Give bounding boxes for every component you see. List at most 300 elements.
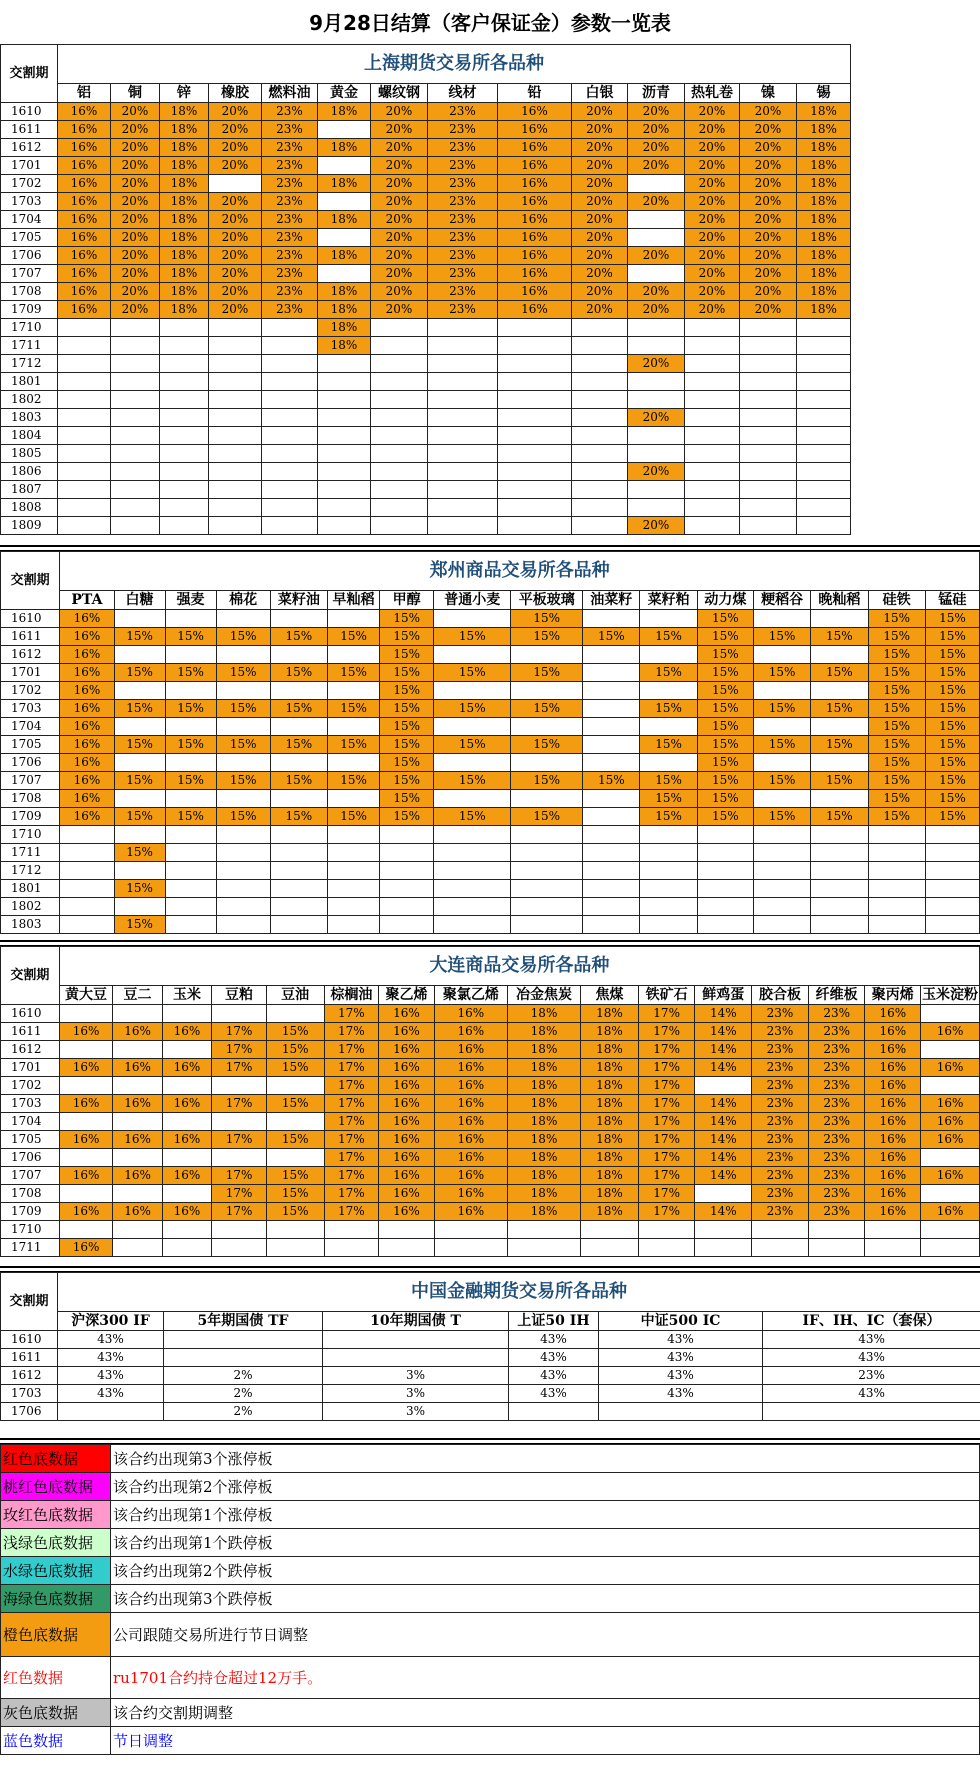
margin-cell <box>583 664 640 682</box>
margin-cell: 20% <box>740 229 797 247</box>
margin-cell: 16% <box>113 1059 162 1077</box>
margin-cell <box>328 790 380 808</box>
margin-cell <box>797 427 851 445</box>
margin-cell: 15% <box>753 664 810 682</box>
margin-cell: 15% <box>811 628 868 646</box>
margin-cell <box>270 718 327 736</box>
product-header: 豆油 <box>266 986 324 1005</box>
legend-description: 该合约出现第2个跌停板 <box>111 1557 980 1585</box>
margin-cell: 15% <box>266 1095 324 1113</box>
margin-cell <box>162 1221 211 1239</box>
margin-cell: 20% <box>628 463 685 481</box>
margin-cell: 15% <box>434 628 511 646</box>
margin-cell: 18% <box>507 1005 580 1023</box>
product-header: 螺纹钢 <box>371 84 428 103</box>
margin-cell: 23% <box>752 1005 809 1023</box>
margin-cell: 15% <box>380 790 434 808</box>
margin-cell <box>797 337 851 355</box>
margin-cell: 23% <box>808 1077 865 1095</box>
margin-cell <box>697 898 753 916</box>
margin-cell <box>572 319 628 337</box>
legend-description: 该合约出现第3个涨停板 <box>111 1445 980 1473</box>
margin-cell <box>162 1041 211 1059</box>
margin-cell: 16% <box>498 229 572 247</box>
product-header: 冶金焦炭 <box>507 986 580 1005</box>
margin-cell: 15% <box>925 610 979 628</box>
margin-cell: 15% <box>216 664 270 682</box>
table-row <box>1 445 980 463</box>
legend-row <box>1 1585 980 1613</box>
margin-cell: 16% <box>60 610 114 628</box>
margin-cell <box>266 1221 324 1239</box>
margin-cell <box>209 319 262 337</box>
margin-cell: 16% <box>59 1167 113 1185</box>
margin-cell <box>583 646 640 664</box>
margin-cell: 17% <box>324 1113 379 1131</box>
delivery-period: 1808 <box>1 499 58 517</box>
margin-cell: 20% <box>572 211 628 229</box>
margin-cell: 15% <box>270 664 327 682</box>
margin-cell: 15% <box>697 808 753 826</box>
margin-cell <box>511 844 583 862</box>
margin-cell <box>583 736 640 754</box>
margin-cell: 16% <box>921 1023 980 1041</box>
margin-cell: 20% <box>685 157 740 175</box>
margin-cell <box>111 517 160 535</box>
margin-cell: 15% <box>511 664 583 682</box>
margin-cell <box>752 1221 809 1239</box>
margin-cell: 15% <box>640 628 697 646</box>
margin-cell: 20% <box>371 283 428 301</box>
margin-cell <box>160 373 209 391</box>
delivery-period: 1611 <box>1 1023 60 1041</box>
margin-cell <box>60 862 114 880</box>
margin-cell <box>685 355 740 373</box>
margin-cell: 16% <box>498 247 572 265</box>
margin-cell <box>572 499 628 517</box>
margin-cell: 17% <box>324 1167 379 1185</box>
table-row <box>1 1041 980 1059</box>
margin-cell: 20% <box>111 301 160 319</box>
margin-cell: 20% <box>572 265 628 283</box>
margin-cell: 20% <box>572 283 628 301</box>
margin-cell: 20% <box>572 229 628 247</box>
table-row <box>1 1005 980 1023</box>
margin-cell: 3% <box>323 1367 509 1385</box>
product-header: 铁矿石 <box>638 986 695 1005</box>
margin-cell: 17% <box>324 1041 379 1059</box>
margin-cell <box>270 880 327 898</box>
margin-cell <box>58 337 111 355</box>
margin-cell <box>498 391 572 409</box>
margin-cell: 43% <box>599 1367 763 1385</box>
margin-cell <box>434 646 511 664</box>
margin-cell <box>318 517 371 535</box>
margin-cell: 20% <box>371 175 428 193</box>
margin-cell: 15% <box>114 880 165 898</box>
margin-cell: 20% <box>740 301 797 319</box>
margin-cell <box>428 355 498 373</box>
margin-cell: 16% <box>498 193 572 211</box>
margin-cell <box>270 826 327 844</box>
margin-cell: 16% <box>379 1005 435 1023</box>
margin-cell <box>216 916 270 934</box>
margin-cell <box>160 427 209 445</box>
margin-cell: 20% <box>371 139 428 157</box>
legend-color-label: 蓝色数据 <box>1 1727 111 1755</box>
margin-cell <box>162 1005 211 1023</box>
margin-cell <box>379 1239 435 1257</box>
margin-cell: 16% <box>113 1131 162 1149</box>
delivery-period: 1712 <box>1 862 60 880</box>
margin-cell: 18% <box>160 121 209 139</box>
margin-cell: 15% <box>640 790 697 808</box>
margin-cell <box>162 1185 211 1203</box>
margin-cell <box>628 445 685 463</box>
margin-cell <box>434 610 511 628</box>
table-row <box>1 808 980 826</box>
product-header: 棕榈油 <box>324 986 379 1005</box>
margin-cell: 15% <box>380 754 434 772</box>
margin-cell: 18% <box>507 1077 580 1095</box>
margin-cell: 16% <box>865 1185 921 1203</box>
margin-cell: 20% <box>371 229 428 247</box>
margin-cell <box>58 481 111 499</box>
table-row <box>1 409 980 427</box>
margin-cell <box>59 1077 113 1095</box>
margin-cell: 20% <box>111 265 160 283</box>
margin-cell <box>434 790 511 808</box>
margin-cell: 16% <box>379 1131 435 1149</box>
delivery-period: 1809 <box>1 517 58 535</box>
margin-cell <box>640 682 697 700</box>
margin-cell <box>797 517 851 535</box>
margin-cell <box>685 391 740 409</box>
margin-cell: 17% <box>638 1095 695 1113</box>
margin-cell <box>160 319 209 337</box>
margin-cell <box>640 862 697 880</box>
margin-cell <box>318 121 371 139</box>
legend-row <box>1 1613 980 1657</box>
margin-cell: 16% <box>434 1095 507 1113</box>
delivery-period: 1706 <box>1 754 60 772</box>
margin-cell <box>498 337 572 355</box>
margin-cell: 20% <box>371 157 428 175</box>
margin-cell <box>797 481 851 499</box>
margin-cell <box>113 1239 162 1257</box>
margin-cell: 20% <box>209 211 262 229</box>
margin-cell: 18% <box>507 1113 580 1131</box>
table-row <box>1 1349 980 1367</box>
margin-cell: 14% <box>695 1113 752 1131</box>
margin-cell <box>111 427 160 445</box>
margin-cell: 16% <box>113 1167 162 1185</box>
margin-cell: 15% <box>114 808 165 826</box>
margin-cell: 18% <box>797 265 851 283</box>
delivery-period: 1705 <box>1 1131 60 1149</box>
margin-cell: 15% <box>434 736 511 754</box>
margin-cell <box>328 646 380 664</box>
margin-cell: 15% <box>434 772 511 790</box>
margin-cell: 23% <box>262 211 318 229</box>
margin-cell: 20% <box>628 103 685 121</box>
margin-cell <box>509 1403 599 1421</box>
margin-cell: 16% <box>60 664 114 682</box>
margin-cell <box>740 391 797 409</box>
table-row <box>1 301 980 319</box>
margin-cell: 18% <box>507 1041 580 1059</box>
margin-cell <box>212 1239 267 1257</box>
margin-cell <box>113 1149 162 1167</box>
margin-cell <box>685 517 740 535</box>
margin-cell <box>511 880 583 898</box>
margin-cell <box>581 1239 639 1257</box>
margin-cell <box>266 1113 324 1131</box>
margin-cell: 23% <box>752 1185 809 1203</box>
margin-cell <box>753 826 810 844</box>
margin-cell <box>511 754 583 772</box>
margin-cell: 18% <box>318 211 371 229</box>
margin-cell: 23% <box>428 229 498 247</box>
margin-cell <box>925 916 979 934</box>
exchange-title: 上海期货交易所各品种 <box>58 45 851 84</box>
legend-row <box>1 1529 980 1557</box>
margin-cell: 16% <box>59 1023 113 1041</box>
exchange-title: 大连商品交易所各品种 <box>59 947 979 986</box>
margin-cell: 15% <box>270 808 327 826</box>
margin-cell: 15% <box>216 808 270 826</box>
margin-cell <box>583 808 640 826</box>
margin-cell <box>572 355 628 373</box>
margin-cell <box>262 463 318 481</box>
margin-cell: 14% <box>695 1005 752 1023</box>
product-header: 粳稻谷 <box>753 591 810 610</box>
margin-cell <box>328 844 380 862</box>
margin-cell: 23% <box>808 1095 865 1113</box>
margin-cell: 18% <box>581 1149 639 1167</box>
margin-cell: 18% <box>797 139 851 157</box>
margin-cell: 20% <box>628 355 685 373</box>
margin-cell: 17% <box>212 1041 267 1059</box>
margin-cell: 15% <box>925 754 979 772</box>
margin-cell: 16% <box>379 1149 435 1167</box>
margin-cell: 23% <box>262 121 318 139</box>
margin-cell: 16% <box>59 1095 113 1113</box>
margin-cell: 16% <box>58 175 111 193</box>
margin-cell <box>740 337 797 355</box>
margin-cell: 15% <box>697 610 753 628</box>
margin-cell: 23% <box>752 1095 809 1113</box>
margin-cell <box>380 898 434 916</box>
margin-cell: 17% <box>324 1095 379 1113</box>
margin-cell: 23% <box>262 247 318 265</box>
delivery-period: 1611 <box>1 1349 58 1367</box>
margin-cell: 18% <box>160 139 209 157</box>
margin-cell: 15% <box>868 610 925 628</box>
margin-cell <box>797 409 851 427</box>
margin-cell <box>428 319 498 337</box>
margin-cell <box>921 1185 980 1203</box>
margin-cell: 18% <box>318 319 371 337</box>
margin-cell: 20% <box>685 301 740 319</box>
margin-cell: 16% <box>434 1185 507 1203</box>
margin-cell: 16% <box>434 1077 507 1095</box>
delivery-period: 1711 <box>1 337 58 355</box>
margin-cell: 15% <box>114 700 165 718</box>
margin-cell <box>428 409 498 427</box>
margin-cell <box>160 391 209 409</box>
margin-cell: 15% <box>925 808 979 826</box>
margin-cell: 17% <box>324 1023 379 1041</box>
margin-cell: 15% <box>380 718 434 736</box>
margin-cell: 20% <box>628 193 685 211</box>
margin-cell <box>328 862 380 880</box>
margin-cell <box>811 610 868 628</box>
margin-cell: 43% <box>763 1385 980 1403</box>
margin-cell: 18% <box>797 211 851 229</box>
margin-cell: 43% <box>509 1367 599 1385</box>
margin-cell <box>868 880 925 898</box>
margin-cell <box>685 463 740 481</box>
margin-cell: 18% <box>318 283 371 301</box>
margin-cell <box>160 337 209 355</box>
margin-cell: 20% <box>111 247 160 265</box>
margin-cell: 20% <box>740 265 797 283</box>
product-header: 热轧卷 <box>685 84 740 103</box>
margin-cell: 15% <box>697 700 753 718</box>
margin-cell: 23% <box>428 283 498 301</box>
table-row <box>1 355 980 373</box>
margin-cell: 43% <box>509 1349 599 1367</box>
margin-cell: 16% <box>498 175 572 193</box>
margin-cell: 23% <box>428 103 498 121</box>
margin-cell <box>165 916 216 934</box>
margin-cell: 15% <box>925 700 979 718</box>
margin-cell: 15% <box>697 664 753 682</box>
margin-cell <box>921 1221 980 1239</box>
margin-cell <box>752 1239 809 1257</box>
margin-cell: 20% <box>628 301 685 319</box>
delivery-period: 1612 <box>1 1367 58 1385</box>
margin-cell <box>498 427 572 445</box>
margin-cell <box>318 481 371 499</box>
margin-cell <box>685 409 740 427</box>
legend-description: 公司跟随交易所进行节日调整 <box>111 1613 980 1657</box>
margin-cell <box>740 517 797 535</box>
margin-cell <box>59 1185 113 1203</box>
margin-cell: 18% <box>507 1095 580 1113</box>
margin-cell <box>162 1239 211 1257</box>
margin-cell: 16% <box>865 1131 921 1149</box>
margin-cell: 20% <box>572 103 628 121</box>
margin-cell <box>209 481 262 499</box>
margin-cell <box>160 499 209 517</box>
margin-cell <box>797 463 851 481</box>
margin-cell <box>318 265 371 283</box>
margin-cell <box>925 862 979 880</box>
product-header: 沪深300 IF <box>58 1312 164 1331</box>
legend-description: 该合约出现第3个跌停板 <box>111 1585 980 1613</box>
product-header: 上证50 IH <box>509 1312 599 1331</box>
margin-cell: 18% <box>160 229 209 247</box>
margin-cell: 15% <box>266 1131 324 1149</box>
margin-cell <box>511 898 583 916</box>
margin-cell <box>581 1221 639 1239</box>
margin-cell: 20% <box>685 175 740 193</box>
table-row <box>1 736 980 754</box>
margin-cell <box>583 826 640 844</box>
legend-row <box>1 1445 980 1473</box>
delivery-period: 1611 <box>1 121 58 139</box>
margin-cell: 15% <box>270 700 327 718</box>
margin-cell <box>209 463 262 481</box>
table-row <box>1 499 980 517</box>
margin-cell: 15% <box>266 1167 324 1185</box>
margin-cell <box>511 682 583 700</box>
margin-cell: 16% <box>60 628 114 646</box>
margin-cell <box>498 517 572 535</box>
margin-cell: 16% <box>434 1131 507 1149</box>
margin-cell: 18% <box>507 1167 580 1185</box>
delivery-period: 1803 <box>1 409 58 427</box>
margin-cell <box>371 373 428 391</box>
legend-row <box>1 1473 980 1501</box>
margin-cell: 23% <box>428 157 498 175</box>
margin-cell: 15% <box>380 682 434 700</box>
margin-cell <box>740 463 797 481</box>
margin-cell <box>113 1077 162 1095</box>
exchange-title: 郑州商品交易所各品种 <box>60 552 980 591</box>
margin-cell <box>111 319 160 337</box>
margin-cell <box>162 1077 211 1095</box>
margin-cell: 18% <box>581 1077 639 1095</box>
table-row <box>1 265 980 283</box>
margin-cell <box>583 844 640 862</box>
margin-cell: 15% <box>266 1059 324 1077</box>
margin-cell: 15% <box>868 682 925 700</box>
margin-cell <box>165 880 216 898</box>
margin-cell <box>740 373 797 391</box>
margin-cell: 20% <box>628 121 685 139</box>
margin-cell <box>763 1403 980 1421</box>
margin-cell <box>266 1149 324 1167</box>
margin-cell <box>216 880 270 898</box>
margin-cell <box>572 409 628 427</box>
margin-cell <box>428 499 498 517</box>
page-title: 9月28日结算（客户保证金）参数一览表 <box>309 11 671 35</box>
margin-cell <box>262 355 318 373</box>
margin-cell: 23% <box>763 1367 980 1385</box>
legend-color-label: 桃红色底数据 <box>1 1473 111 1501</box>
margin-cell: 23% <box>752 1167 809 1185</box>
margin-cell: 14% <box>695 1203 752 1221</box>
margin-cell: 23% <box>428 175 498 193</box>
margin-cell: 20% <box>371 265 428 283</box>
margin-cell: 14% <box>695 1167 752 1185</box>
margin-cell: 14% <box>695 1131 752 1149</box>
margin-cell: 15% <box>165 772 216 790</box>
margin-cell: 18% <box>160 175 209 193</box>
margin-cell <box>808 1221 865 1239</box>
product-header: 普通小麦 <box>434 591 511 610</box>
margin-cell <box>380 916 434 934</box>
margin-cell <box>380 880 434 898</box>
margin-cell <box>740 319 797 337</box>
delivery-period: 1706 <box>1 247 58 265</box>
margin-cell: 23% <box>808 1167 865 1185</box>
margin-cell: 15% <box>266 1041 324 1059</box>
margin-cell: 16% <box>59 1059 113 1077</box>
